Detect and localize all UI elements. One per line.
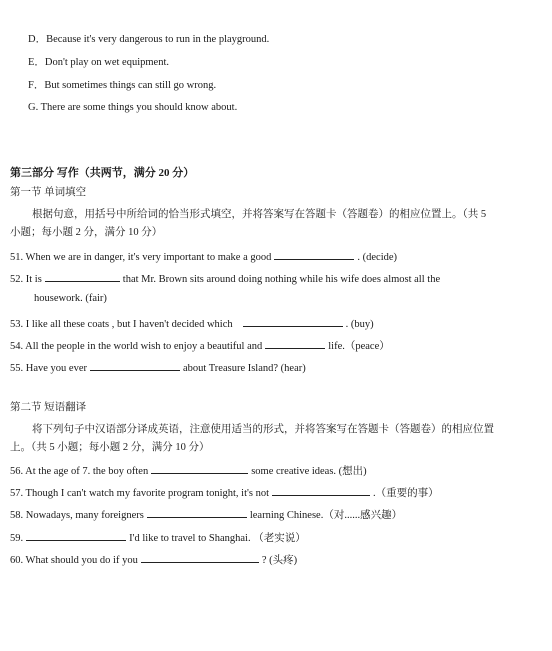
section1-instruction-cont: 小题；每小题 2 分，满分 10 分） xyxy=(10,227,163,238)
question-57 xyxy=(10,484,439,501)
question-hint: .（重要的事） xyxy=(373,488,439,499)
section1-title: 第一节 单词填空 xyxy=(10,187,87,198)
question-53 xyxy=(10,315,374,332)
question-51 xyxy=(10,248,397,265)
question-hint: life.（peace） xyxy=(328,341,390,352)
question-52-cont: housework. (fair) xyxy=(34,293,107,304)
question-text: 56. At the age of 7. the boy often xyxy=(10,466,149,477)
question-text-cont: that Mr. Brown sits around doing nothing while his wife does almost all the xyxy=(122,274,441,285)
option-e: E．Don't play on wet equipment. xyxy=(28,57,169,68)
section2-title: 第二节 短语翻译 xyxy=(10,402,87,413)
question-58 xyxy=(10,506,402,523)
question-hint: I'd like to travel to Shanghai. （老实说） xyxy=(129,533,306,544)
answer-blank[interactable] xyxy=(274,248,354,260)
question-text: 54. All the people in the world wish to enjoy a beautiful and xyxy=(10,341,263,352)
question-hint: ? (头疼) xyxy=(261,555,298,566)
option-g: G. There are some things you should know about. xyxy=(28,102,238,113)
question-54 xyxy=(10,337,390,354)
answer-blank[interactable] xyxy=(151,462,248,474)
part3-title: 第三部分 写作（共两节，满分 20 分） xyxy=(10,167,195,179)
section2-instruction: 将下列句子中汉语部分译成英语，注意使用适当的形式，并将答案写在答题卡（答题卷）的相应位置 xyxy=(32,424,494,435)
section1-instruction: 根据句意，用括号中所给词的恰当形式填空，并将答案写在答题卡（答题卷）的相应位置上。（共 5 xyxy=(32,209,487,220)
answer-blank[interactable] xyxy=(243,315,343,327)
question-hint: learning Chinese.（对......感兴趣） xyxy=(249,510,403,521)
answer-blank[interactable] xyxy=(141,551,259,563)
section2-instruction-cont: 上。（共 5 小题；每小题 2 分，满分 10 分） xyxy=(10,442,210,453)
question-60 xyxy=(10,551,297,568)
answer-blank[interactable] xyxy=(272,484,370,496)
question-text: 57. Though I can't watch my favorite program tonight, it's not xyxy=(10,488,270,499)
option-d: D．Because it's very dangerous to run in the playground. xyxy=(28,34,270,45)
question-hint: about Treasure Island? (hear) xyxy=(182,363,306,374)
question-hint: . (decide) xyxy=(357,252,398,263)
question-text: 52. It is xyxy=(10,274,42,285)
answer-blank[interactable] xyxy=(265,337,325,349)
question-text: 51. When we are in danger, it's very important to make a good xyxy=(10,252,272,263)
answer-blank[interactable] xyxy=(90,359,180,371)
question-55 xyxy=(10,359,306,376)
question-52 xyxy=(10,270,440,287)
question-text: 58. Nowadays, many foreigners xyxy=(10,510,144,521)
question-56 xyxy=(10,462,367,479)
question-hint: some creative ideas. (想出) xyxy=(251,466,367,477)
question-text: 60. What should you do if you xyxy=(10,555,138,566)
option-f: F．But sometimes things can still go wrong. xyxy=(28,80,217,91)
question-text: 53. I like all these coats , but I haven't decided which xyxy=(10,319,233,330)
answer-blank[interactable] xyxy=(45,270,120,282)
answer-blank[interactable] xyxy=(26,529,126,541)
question-hint: . (buy) xyxy=(345,319,374,330)
answer-blank[interactable] xyxy=(147,506,247,518)
question-text: 55. Have you ever xyxy=(10,363,87,374)
question-text: 59. xyxy=(10,533,24,544)
question-59 xyxy=(10,529,306,546)
